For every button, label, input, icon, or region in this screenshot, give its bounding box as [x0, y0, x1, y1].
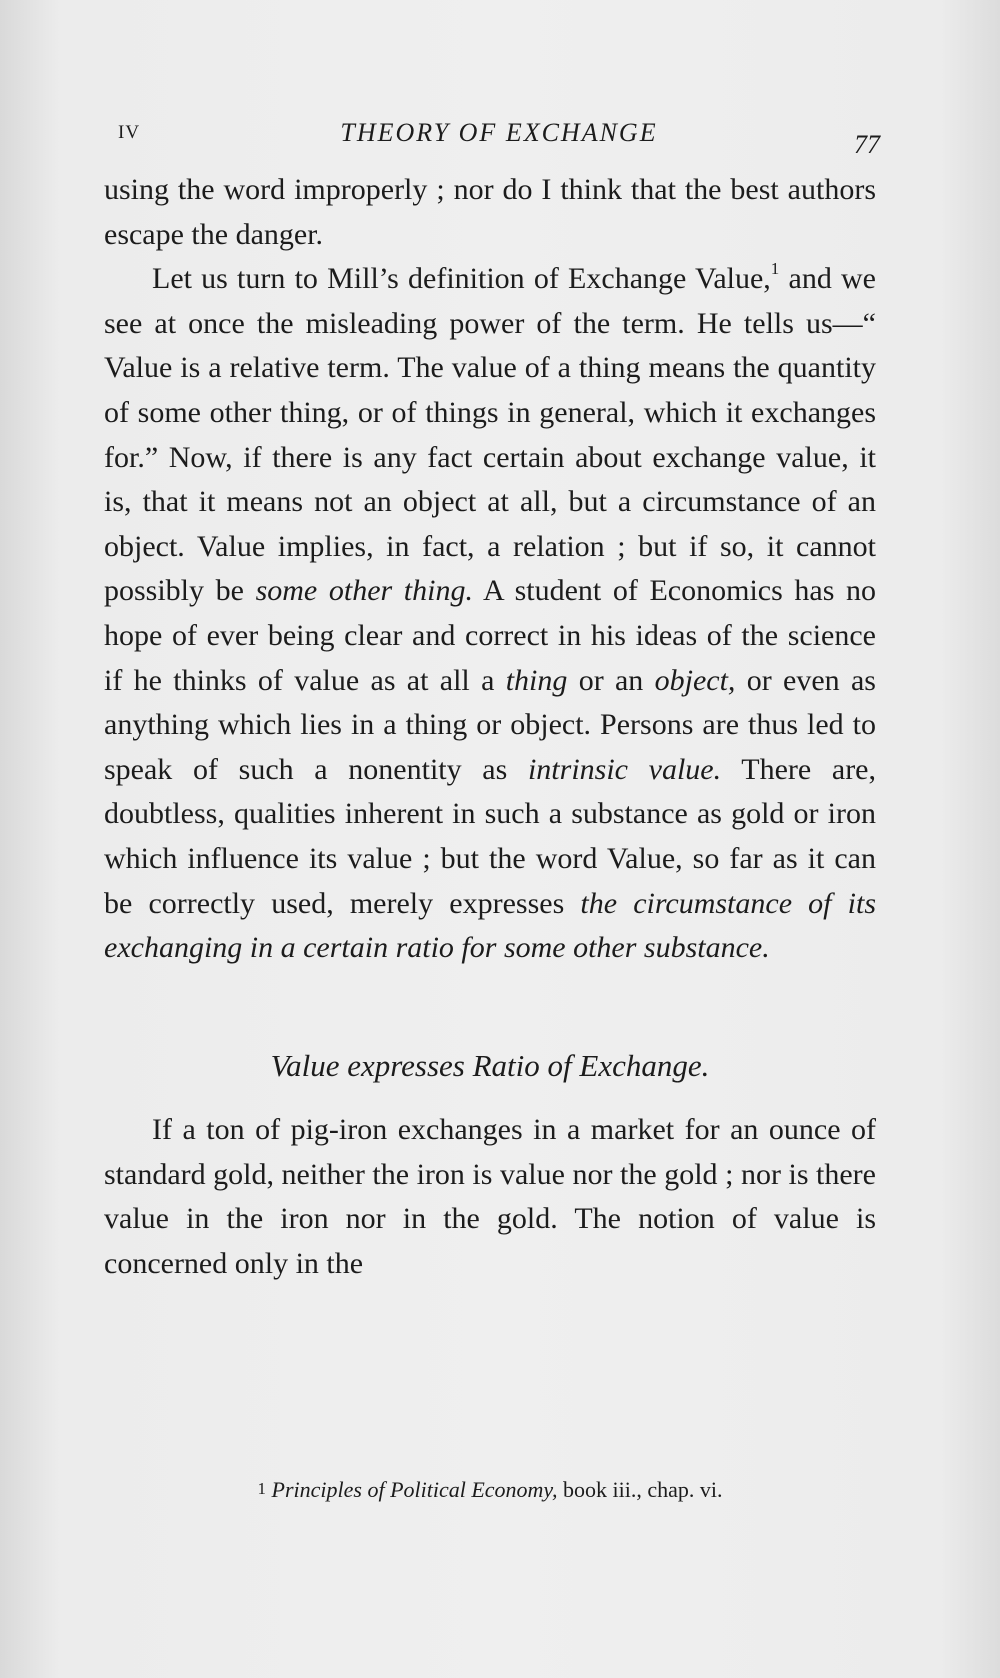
section-number: IV — [118, 122, 141, 143]
page-number: 77 — [854, 130, 880, 159]
paragraph-continued: using the word improperly ; nor do I think that the best authors escape the danger. — [104, 173, 876, 251]
footnote-citation: book iii., chap. vi. — [557, 1477, 723, 1502]
text-run: or an — [567, 663, 655, 697]
running-title: THEORY OF EXCHANGE — [340, 118, 658, 147]
text-run: There are, doubtless, qualities inherent in such a substance as gold or iron which influence its value ; but the word Value, so far as it can be correctly used, merely expresses — [104, 752, 876, 920]
italic-run: object, — [654, 663, 736, 697]
paragraph-mill-definition — [104, 257, 876, 971]
text-run: or even as anything which lies in a thing or object. Persons are thus led to speak of such a nonentity as — [104, 663, 876, 786]
footnote-marker: 1 — [257, 1479, 267, 1498]
italic-run: thing — [505, 663, 568, 697]
footnote-reference: 1 — [770, 259, 780, 279]
body-text — [104, 168, 876, 1287]
section-heading: Value expresses Ratio of Exchange. — [270, 1047, 710, 1083]
italic-run: intrinsic value. — [527, 752, 722, 786]
italic-run: some other thing. — [255, 574, 473, 608]
italic-run: the circumstance of its exchanging in a certain ratio for some other substance. — [104, 886, 876, 965]
footnote — [104, 1477, 876, 1503]
paragraph-pig-iron: If a ton of pig-iron exchanges in a market for an ounce of standard gold, neither the iron is value nor the gold ; nor is there value in the iron nor in the gold. The notion of value is concerned only in the — [104, 1113, 876, 1281]
text-run: A student of Economics has no hope of ever being clear and correct in his ideas of the science if he thinks of value as at all a — [104, 574, 877, 697]
footnote-book-title: Principles of Political Economy, — [271, 1477, 558, 1502]
text-run: and we see at once the misleading power of the term. He tells us—“ Value is a relative term. The value of a thing means the quantity of some other thing, or of things in general, which it exchanges for.” Now, if there is any fact certain about exchange value, it is, that it means not an object at all, but a circumstance of an object. Value implies, in fact, a relation ; but if so, it cannot possibly be — [104, 262, 876, 608]
text-run: Let us turn to Mill’s definition of Exchange Value, — [152, 262, 771, 296]
running-header — [118, 118, 880, 158]
